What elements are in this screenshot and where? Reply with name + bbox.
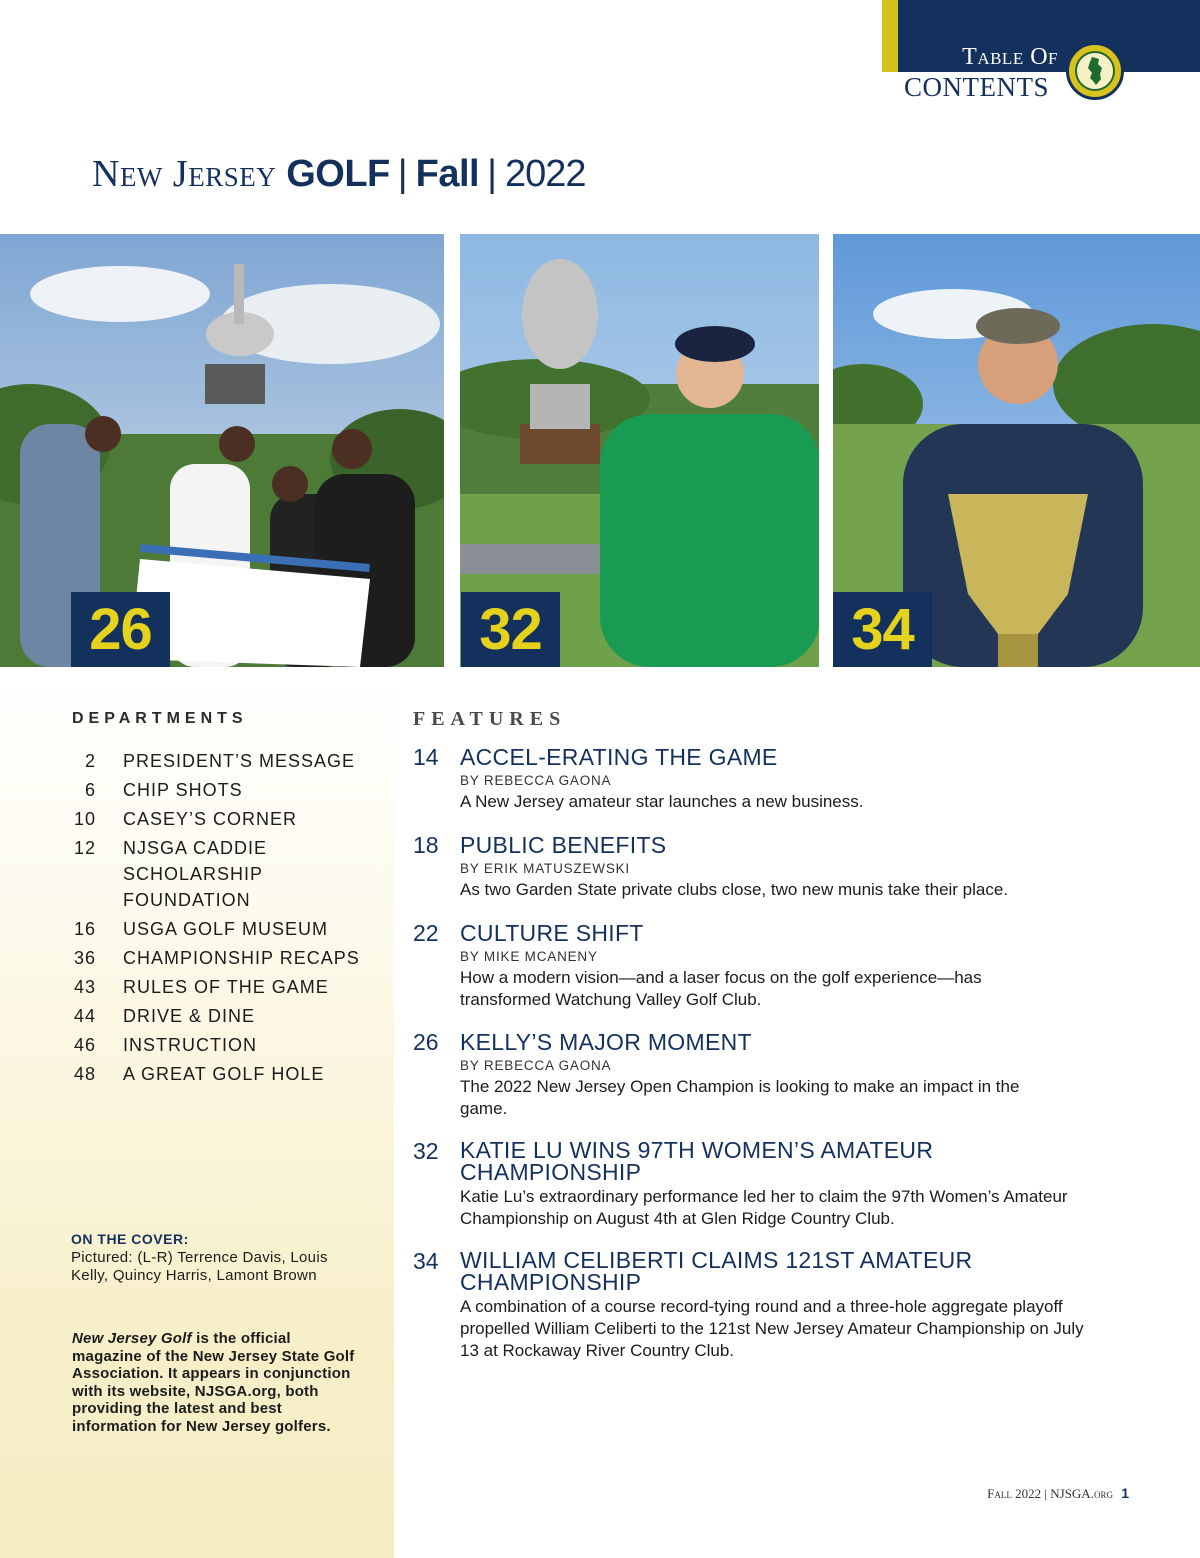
- department-title: CHAMPIONSHIP RECAPS: [123, 948, 360, 968]
- feature-item[interactable]: [413, 833, 1113, 901]
- department-page-number: 2: [84, 751, 96, 771]
- feature-byline: BY REBECCA GAONA: [460, 773, 612, 788]
- page-footer: [987, 1485, 1129, 1502]
- photo-page-badge: 32: [461, 592, 560, 667]
- department-item[interactable]: [72, 1003, 392, 1029]
- feature-item[interactable]: [413, 1030, 1113, 1120]
- department-page-number: 16: [73, 919, 96, 939]
- department-item[interactable]: [72, 1032, 392, 1058]
- masthead: [92, 152, 586, 204]
- department-title: USGA GOLF MUSEUM: [123, 919, 329, 939]
- department-page-number: 46: [73, 1035, 96, 1055]
- toc-tab-gold-edge: [882, 0, 898, 72]
- features-heading: FEATURES: [413, 708, 567, 730]
- department-title: CHIP SHOTS: [123, 780, 243, 800]
- feature-page-number: 14: [413, 744, 439, 770]
- feature-byline: BY REBECCA GAONA: [460, 1058, 612, 1073]
- footer-separator: |: [1044, 1486, 1047, 1501]
- department-page-number: 43: [73, 977, 96, 997]
- feature-description: The 2022 New Jersey Open Champion is looking to make an impact in the game.: [460, 1077, 1020, 1118]
- department-page-number: 12: [73, 838, 96, 858]
- cover-photo-kelly[interactable]: [0, 234, 444, 667]
- department-title: A GREAT GOLF HOLE: [123, 1064, 325, 1084]
- feature-title: ACCEL-ERATING THE GAME: [460, 744, 778, 770]
- feature-title: CULTURE SHIFT: [460, 920, 644, 946]
- feature-page-number: 26: [413, 1029, 439, 1055]
- feature-page-number: 18: [413, 832, 439, 858]
- on-the-cover-caption: Pictured: (L-R) Terrence Davis, Louis Kelly, Quincy Harris, Lamont Brown: [71, 1249, 328, 1284]
- masthead-new-jersey: New Jersey: [92, 153, 277, 195]
- departments-list: [72, 748, 392, 1090]
- cover-photo-celiberti[interactable]: [833, 234, 1200, 667]
- department-item[interactable]: [72, 1061, 392, 1087]
- photo-illustration: [0, 234, 444, 667]
- department-page-number: 36: [73, 948, 96, 968]
- department-title: NJSGA CADDIE: [123, 838, 268, 858]
- cover-photo-lu[interactable]: [460, 234, 819, 667]
- new-jersey-state-icon: [1084, 56, 1106, 86]
- department-page-number: 6: [84, 780, 96, 800]
- photo-page-badge: 34: [833, 592, 932, 667]
- masthead-year: 2022: [504, 153, 586, 195]
- njsga-seal-center: [1075, 51, 1115, 91]
- department-item[interactable]: [72, 748, 392, 774]
- department-item[interactable]: [72, 806, 392, 832]
- department-item[interactable]: [72, 835, 392, 861]
- department-title-line2: SCHOLARSHIP FOUNDATION: [123, 864, 263, 910]
- department-item-continued[interactable]: [72, 861, 392, 913]
- feature-title: KELLY’S MAJOR MOMENT: [460, 1029, 752, 1055]
- feature-page-number: 22: [413, 920, 439, 946]
- department-page-number: 48: [73, 1064, 96, 1084]
- feature-title: PUBLIC BENEFITS: [460, 832, 667, 858]
- department-item[interactable]: [72, 945, 392, 971]
- toc-label-line1: Table Of: [962, 44, 1058, 70]
- feature-description: Katie Lu’s extraordinary performance led her to claim the 97th Women’s Amateur Championship on August 4th at Glen Ridge Country Club.: [460, 1187, 1068, 1228]
- department-title: PRESIDENT’S MESSAGE: [123, 751, 356, 771]
- department-title: INSTRUCTION: [123, 1035, 257, 1055]
- department-item[interactable]: [72, 916, 392, 942]
- department-page-number: 10: [73, 809, 96, 829]
- feature-description: How a modern vision—and a laser focus on the golf experience—has transformed Watchung Valley Golf Club.: [460, 968, 982, 1009]
- footer-page-number: 1: [1121, 1485, 1129, 1501]
- departments-heading: DEPARTMENTS: [72, 710, 248, 727]
- feature-description: A combination of a course record-tying round and a three-hole aggregate playoff propelled William Celiberti to the 121st New Jersey Amateur Championship on July 13 at Rockaway River Country Club.: [460, 1297, 1084, 1360]
- masthead-separator: |: [487, 153, 497, 195]
- toc-label-line2: CONTENTS: [904, 72, 1049, 102]
- feature-title: WILLIAM CELIBERTI CLAIMS 121ST AMATEUR CHAMPIONSHIP: [460, 1247, 973, 1295]
- department-title: DRIVE & DINE: [123, 1006, 256, 1026]
- masthead-golf: GOLF: [286, 153, 390, 195]
- department-page-number: 44: [73, 1006, 96, 1026]
- feature-description: A New Jersey amateur star launches a new business.: [460, 792, 864, 811]
- department-title: CASEY’S CORNER: [123, 809, 298, 829]
- feature-item[interactable]: [413, 745, 1113, 813]
- masthead-separator: |: [397, 153, 408, 195]
- feature-item[interactable]: [413, 1249, 1113, 1362]
- feature-page-number: 32: [413, 1138, 439, 1164]
- department-item[interactable]: [72, 974, 392, 1000]
- department-title: RULES OF THE GAME: [123, 977, 329, 997]
- feature-description: As two Garden State private clubs close, two new munis take their place.: [460, 880, 1009, 899]
- feature-item[interactable]: [413, 1139, 1113, 1230]
- njsga-seal-logo: [1066, 42, 1124, 100]
- feature-byline: BY ERIK MATUSZEWSKI: [460, 861, 630, 876]
- footer-site[interactable]: NJSGA.org: [1050, 1486, 1113, 1501]
- magazine-name: New Jersey Golf: [72, 1330, 192, 1347]
- masthead-season: Fall: [415, 153, 480, 195]
- about-magazine-blurb: [72, 1330, 362, 1435]
- feature-page-number: 34: [413, 1248, 439, 1274]
- on-the-cover-heading: ON THE COVER:: [71, 1231, 189, 1247]
- department-item[interactable]: [72, 777, 392, 803]
- feature-item[interactable]: [413, 921, 1113, 1011]
- footer-issue: Fall 2022: [987, 1486, 1042, 1501]
- feature-byline: BY MIKE MCANENY: [460, 949, 598, 964]
- feature-title: KATIE LU WINS 97TH WOMEN’S AMATEUR CHAMPIONSHIP: [460, 1137, 934, 1185]
- about-magazine-text: is the official magazine of the New Jersey State Golf Association. It appears in conjunction with its website, NJSGA.org, both providing the latest and best information for New Jersey golfers.: [72, 1330, 355, 1435]
- photo-page-badge: 26: [71, 592, 170, 667]
